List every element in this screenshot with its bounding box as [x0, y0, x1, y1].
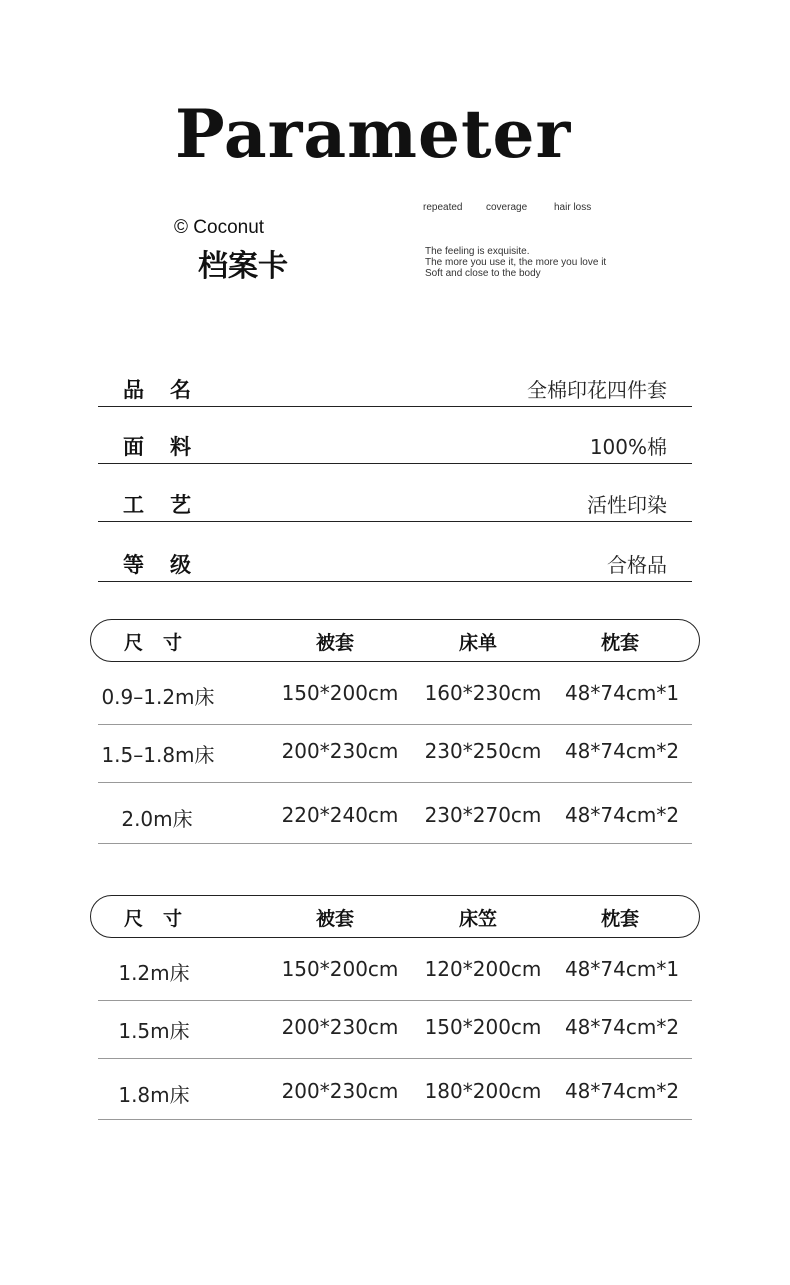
blurb-line: The more you use it, the more you love it — [425, 257, 607, 268]
attr-key: 等级 — [123, 553, 217, 577]
size-table-2-header — [90, 895, 700, 938]
attr-key: 工艺 — [123, 493, 217, 517]
cell-pillowcase: 48*74cm*2 — [564, 803, 680, 827]
cell-pillowcase: 48*74cm*2 — [564, 1079, 680, 1103]
header-pillowcase: 枕套 — [600, 908, 640, 930]
header-size: 尺寸 — [124, 632, 203, 654]
card-label: 档案卡 — [198, 249, 288, 284]
cell-pillowcase: 48*74cm*2 — [564, 739, 680, 763]
attr-value: 活性印染 — [587, 493, 667, 517]
cell-duvet: 150*200cm — [281, 957, 399, 981]
cell-sheet: 230*250cm — [424, 739, 542, 763]
cell-duvet: 200*230cm — [281, 739, 399, 763]
page-title: Parameter — [175, 95, 572, 173]
cell-sheet: 160*230cm — [424, 681, 542, 705]
attr-row-name — [98, 366, 692, 407]
attr-value: 100%棉 — [589, 435, 667, 459]
cell-pillowcase: 48*74cm*1 — [564, 957, 680, 981]
attr-value: 合格品 — [607, 553, 667, 577]
blurb — [425, 246, 606, 279]
brand-name: © Coconut — [174, 217, 265, 238]
blurb-line: The feeling is exquisite. — [425, 246, 530, 257]
attr-key: 面料 — [123, 435, 217, 459]
table-row — [98, 783, 692, 844]
cell-duvet: 150*200cm — [281, 681, 399, 705]
size-table-1-header — [90, 619, 700, 662]
attr-row-grade — [98, 541, 692, 582]
cell-size: 2.0m床 — [121, 807, 193, 831]
attr-row-process — [98, 481, 692, 522]
table-row — [98, 667, 692, 725]
cell-size: 1.5–1.8m床 — [101, 743, 215, 767]
cell-size: 1.2m床 — [118, 961, 190, 985]
header-duvet: 被套 — [315, 632, 355, 654]
cell-duvet: 200*230cm — [281, 1015, 399, 1039]
cell-pillowcase: 48*74cm*1 — [564, 681, 680, 705]
table-row — [98, 943, 692, 1001]
tag-repeated: repeated — [423, 202, 463, 213]
header-duvet: 被套 — [315, 908, 355, 930]
cell-duvet: 200*230cm — [281, 1079, 399, 1103]
header-pillowcase: 枕套 — [600, 632, 640, 654]
tag-coverage: coverage — [486, 202, 528, 213]
table-row — [98, 725, 692, 783]
cell-sheet: 230*270cm — [424, 803, 542, 827]
attr-row-fabric — [98, 423, 692, 464]
attr-key: 品名 — [123, 378, 217, 402]
cell-duvet: 220*240cm — [281, 803, 399, 827]
cell-size: 1.8m床 — [118, 1083, 190, 1107]
cell-pillowcase: 48*74cm*2 — [564, 1015, 680, 1039]
attr-value: 全棉印花四件套 — [527, 378, 667, 402]
tag-hair-loss: hair loss — [554, 202, 592, 213]
cell-size: 0.9–1.2m床 — [101, 685, 215, 709]
cell-size: 1.5m床 — [118, 1019, 190, 1043]
cell-fitted-sheet: 150*200cm — [424, 1015, 542, 1039]
cell-fitted-sheet: 120*200cm — [424, 957, 542, 981]
table-row — [98, 1001, 692, 1059]
blurb-line: Soft and close to the body — [425, 268, 541, 279]
cell-fitted-sheet: 180*200cm — [424, 1079, 542, 1103]
table-row — [98, 1059, 692, 1120]
header-fitted-sheet: 床笠 — [458, 908, 498, 930]
header-sheet: 床单 — [458, 632, 498, 654]
header-size: 尺寸 — [124, 908, 203, 930]
